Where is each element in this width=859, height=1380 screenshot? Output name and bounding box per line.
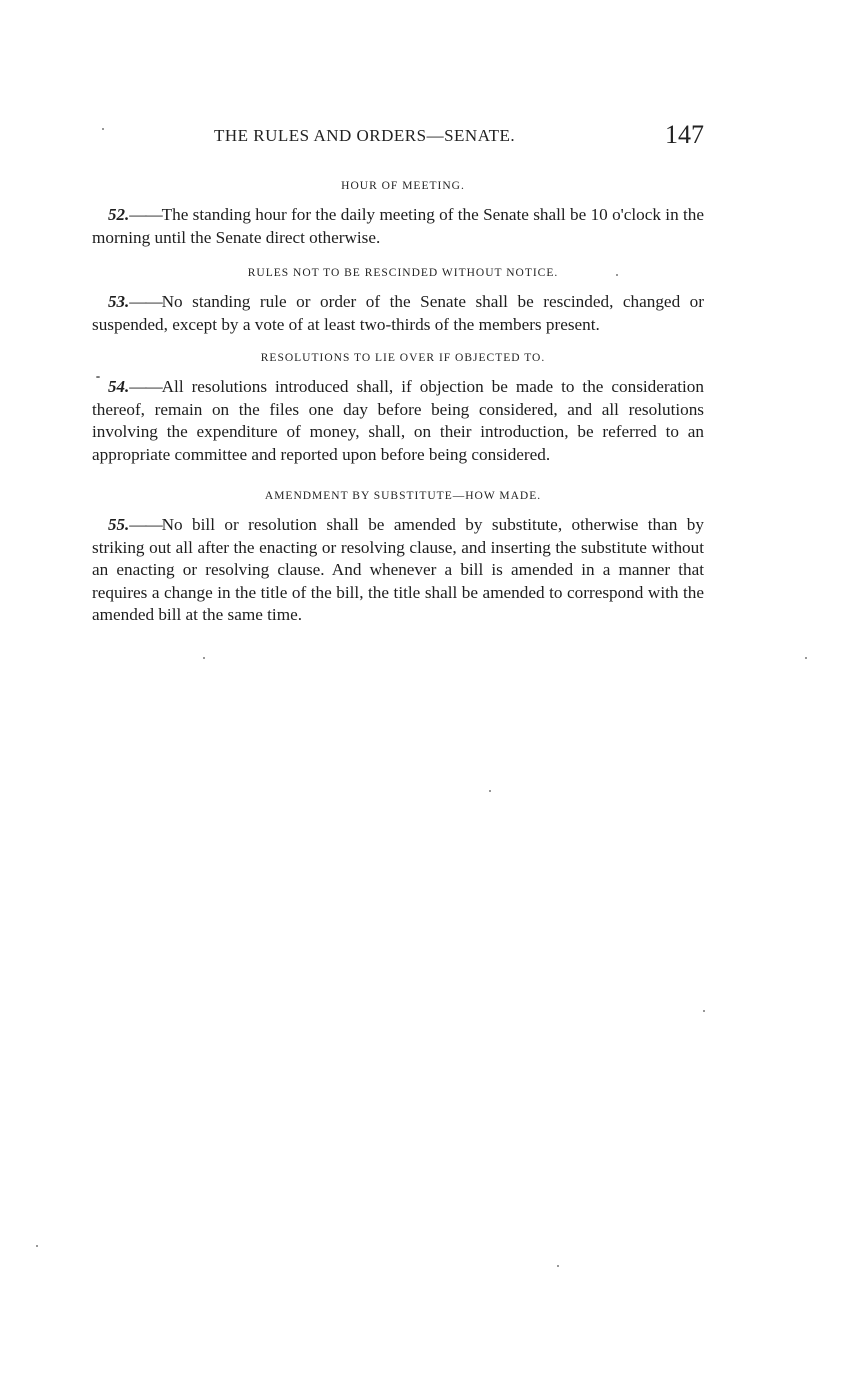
rule-dash: —— — [129, 377, 162, 396]
rule-number: 52. — [108, 205, 130, 224]
scan-speck — [616, 274, 618, 276]
rule-number: 54. — [108, 377, 130, 396]
scan-speck — [203, 657, 205, 659]
rule-paragraph — [92, 514, 704, 627]
rule-number: 53. — [108, 292, 130, 311]
rule-section-54 — [92, 352, 704, 466]
rule-section-53 — [92, 267, 704, 336]
rule-paragraph — [92, 291, 704, 336]
rule-number: 55. — [108, 515, 130, 534]
running-title: THE RULES AND ORDERS—SENATE. — [214, 126, 516, 145]
scan-speck — [805, 657, 807, 659]
rule-section-55 — [92, 490, 704, 627]
rule-text: The standing hour for the daily meeting of the Senate shall be 10 o'clock in the morning until the Senate direct otherwise. — [92, 205, 704, 247]
scan-speck — [96, 376, 100, 378]
section-heading: RULES NOT TO BE RESCINDED WITHOUT NOTICE. — [247, 267, 559, 279]
scan-speck — [102, 128, 104, 130]
rule-dash: —— — [129, 292, 162, 311]
scan-speck — [557, 1265, 559, 1267]
section-heading: AMENDMENT BY SUBSTITUTE—HOW MADE. — [264, 490, 542, 502]
rule-text: All resolutions introduced shall, if objection be made to the consideration thereof, remain on the files one day before being considered, and all resolutions involving the expenditure of money, shall, on their introduction, be referred to an appropriate committee and reported upon before being considered. — [92, 377, 704, 464]
section-heading: HOUR OF MEETING. — [341, 180, 465, 192]
rule-dash: —— — [129, 515, 162, 534]
rule-paragraph — [92, 376, 704, 466]
rule-text: No standing rule or order of the Senate shall be rescinded, changed or suspended, except by a vote of at least two-thirds of the members present. — [92, 292, 704, 334]
rule-paragraph — [92, 204, 704, 249]
scan-speck — [36, 1245, 38, 1247]
rule-dash: —— — [129, 205, 162, 224]
rule-text: No bill or resolution shall be amended by substitute, otherwise than by striking out all after the enacting or resolving clause, and inserting the substitute without an enacting or resolving clause. And whenever a bill is amended in a manner that requires a change in the title of the bill, the title shall be amended to correspond with the amended bill at the same time. — [92, 515, 704, 624]
scan-speck — [703, 1010, 705, 1012]
rule-section-52 — [92, 180, 704, 249]
section-heading: RESOLUTIONS TO LIE OVER IF OBJECTED TO. — [260, 352, 546, 364]
page-number: 147 — [665, 120, 704, 149]
scan-speck — [489, 790, 491, 792]
